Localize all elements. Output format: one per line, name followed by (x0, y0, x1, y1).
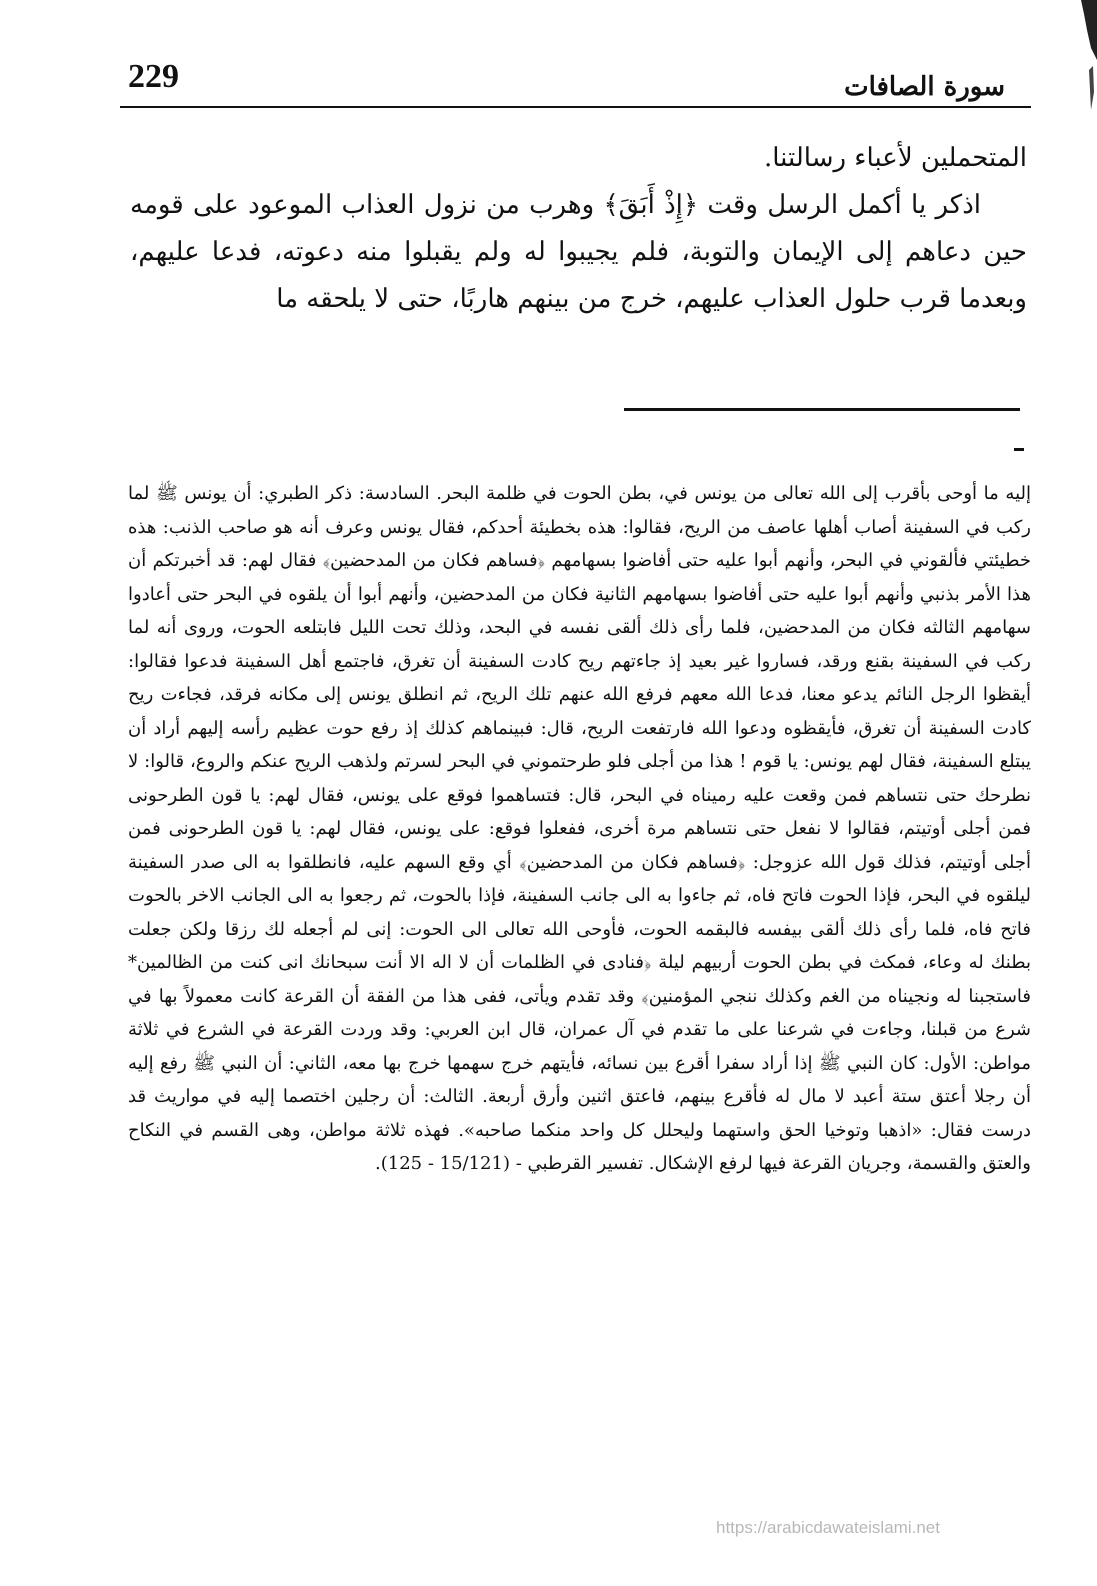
footnote-separator (624, 408, 1020, 411)
header-rule (120, 106, 1031, 108)
main-paragraph-1: المتحملين لأعباء رسالتنا. (763, 143, 1027, 173)
surah-title: سورة الصافات (844, 72, 1005, 102)
main-text (130, 135, 1027, 323)
main-paragraph-2: اذكر يا أكمل الرسل وقت ﴿إِذْ أَبَقَ﴾ وهرب من نزول العذاب الموعود على قومه حين دعاهم إلى الإيمان والتوبة، فلم يجيبوا له ولم يقبلوا منه دعوته، فدعا عليهم، وبعدما قرب حلول العذاب عليهم، خرج من بينهم هاربًا، حتى لا يلحقه ما (130, 190, 1027, 314)
watermark-url: https://arabicdawateislami.net (716, 1518, 940, 1537)
scan-edge-artifact (1051, 0, 1097, 120)
page-number: 229 (128, 58, 179, 95)
footnote (128, 477, 1031, 1181)
footnote-text: إليه ما أوحى بأقرب إلى الله تعالى من يونس في، بطن الحوت في ظلمة البحر. السادسة: ذكر الطبري: أن يونس ﷺ لما ركب في السفينة أصاب أهلها عاصف من الريح، فقالوا: هذه بخطيئة أحدكم، فقال يونس وعرف أنه هو صاحب الذنب: هذه خطيئتي فألقوني في البحر، وأنهم أبوا عليه حتى أفاضوا بسهامهم ﴿فساهم فكان من المدحضين﴾ فقال لهم: قد أخبرتكم أن هذا الأمر بذنبي وأنهم أبوا عليه حتى أفاضوا بسهامهم الثانية فكان من المدحضين، وأنهم أبوا أن يلقوه في البحر حتى أعادوا سهامهم الثالثه فكان من المدحضين، فلما رأى ذلك ألقى نفسه في البحد، وذلك تحت الليل فابتلعه الحوت، وروى أنه لما ركب في السفينة بقنع ورقد، فساروا غير بعيد إذ جاءتهم ريح كادت السفينة أن تغرق، فاجتمع أهل السفينة فدعوا فقالوا: أيقظوا الرجل النائم يدعو معنا، فدعا الله معهم فرفع الله عنهم تلك الريح، ثم انطلق يونس إلى مكانه فرقد، فجاءت ريح كادت السفينة أن تغرق، فأيقظوه ودعوا الله فارتفعت الريح، قال: فبينماهم كذلك إذ رفع حوت عظيم رأسه إليهم أراد أن يبتلع السفينة، فقال لهم يونس: يا قوم ! هذا من أجلى فلو طرحتموني في البحر لسرتم ولذهب الريح عنكم والروع، قالوا: لا نطرحك حتى نتساهم فمن وقعت عليه رميناه في البحر، قال: فتساهموا فوقع على يونس، فقال لهم: يا قون الطرحونى فمن أجلى أوتيتم، فقالوا لا نفعل حتى نتساهم مرة أخرى، ففعلوا فوقع: على يونس، فقال لهم: يا قون الطرحونى فمن أجلى أوتيتم، فذلك قول الله عزوجل: ﴿فساهم فكان من المدحضين﴾ أي وقع السهم عليه، فانطلقوا به الى صدر السفينة ليلقوه في البحر، فإذا الحوت فاتح فاه، ثم جاءوا به الى جانب السفينة، فإذا بالحوت، ثم رجعوا به الى الجانب الاخر بالحوت فاتح فاه، فلما رأى ذلك ألقى بيفسه فالبقمه الحوت، فأوحى الله تعالى الى الحوت: إنى لم أجعله لك رزقا ولكن جعلت بطنك له وعاء، فمكث في بطن الحوت أربيهم ليلة ﴿فنادى في الظلمات أن لا اله الا أنت سبحانك انى كنت من الظالمين* فاستجبنا له ونجيناه من الغم وكذلك ننجي المؤمنين﴾ وقد تقدم ويأتى، ففى هذا من الفقة أن القرعة كانت معمولاً بها في شرع من قبلنا، وجاءت في شرعنا على ما تقدم في آل عمران، قال ابن العربي: وقد وردت القرعة في الشرع في ثلاثة مواطن: الأول: كان النبي ﷺ إذا أراد سفرا أقرع بين نسائه، فأيتهم خرج سهمها خرج بها معه، الثاني: أن النبي ﷺ رفع إليه أن رجلا أعتق ستة أعبد لا مال له فأقرع بينهم، فاعتق اثنين وأرق أربعة. الثالث: أن رجلين اختصما إليه في مواريث قد درست فقال: «اذهبا وتوخيا الحق واستهما وليحلل كل واحد منكما صاحبه». فهذه ثلاثة مواطن، وهى القسم في النكاح والعتق والقسمة، وجريان القرعة فيها لرفع الإشكال. تفسير القرطبي - (15/121 - 125). (128, 483, 1031, 1174)
footnote-marker (1014, 448, 1024, 451)
